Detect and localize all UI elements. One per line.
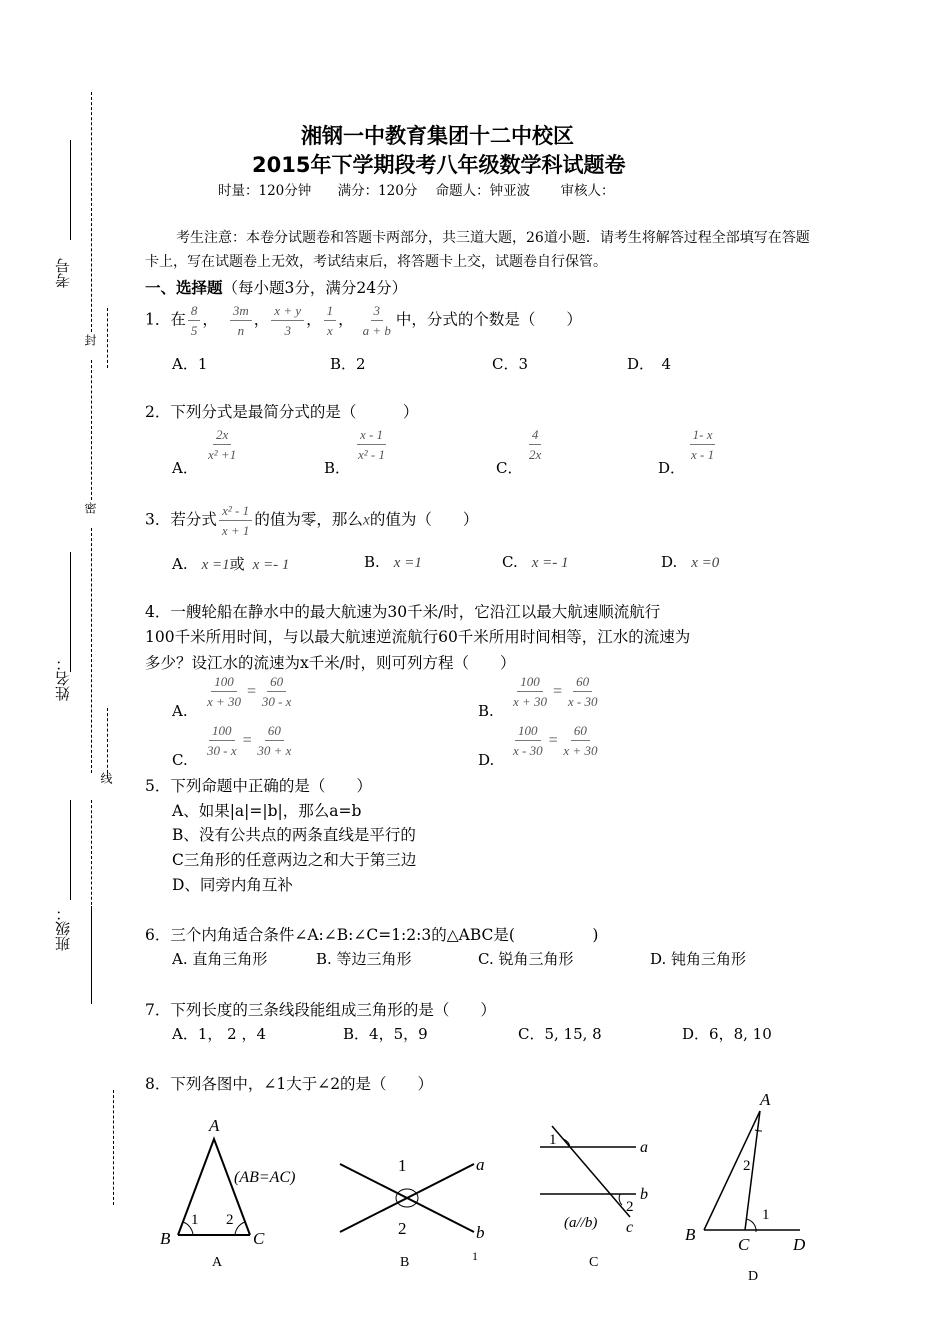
fig-a-angle-1: 1 bbox=[191, 1212, 199, 1228]
q8-figure-d bbox=[685, 1090, 806, 1284]
q2-option-a-frac: $\frac{2x}{\text{x² +1}}$ bbox=[208, 427, 237, 462]
question-8-stem: 8．下列各图中，∠1大于∠2的是（ ） bbox=[145, 1075, 434, 1093]
title-line1: 湘钢一中教育集团十二中校区 bbox=[301, 124, 574, 148]
fig-d-angle-1: 1 bbox=[762, 1207, 770, 1223]
meta-score: 满分：120分 bbox=[337, 183, 418, 199]
fig-b-label-b: b bbox=[476, 1223, 485, 1242]
fig-b-angle-1: 1 bbox=[398, 1156, 407, 1175]
q3-option-d: D. x =0 bbox=[661, 553, 720, 571]
q4-option-d-eq: $\frac{100}{x - 30}$ = $\frac{60}{x + 30}$ bbox=[513, 723, 598, 758]
seal-char-mi: 密 bbox=[83, 502, 97, 514]
fig-b-label-a: a bbox=[476, 1155, 485, 1174]
class-label: 班级： bbox=[54, 906, 72, 951]
q2-option-b-frac: $\frac{x - 1}{\text{x² - 1}}$ bbox=[358, 427, 385, 462]
fig-a-vertex-c: C bbox=[253, 1229, 265, 1248]
question-6-stem: 6．三个内角适合条件∠A:∠B:∠C=1:2:3的△ABC是( ) bbox=[145, 926, 599, 944]
q1-frac-5: $\frac{3}{a + b}$ bbox=[362, 303, 391, 338]
meta-time: 时量：120分钟 bbox=[218, 183, 312, 199]
fig-d-angle-2: 2 bbox=[743, 1158, 751, 1174]
q7-option-c: C．5, 15, 8 bbox=[518, 1025, 602, 1043]
section-1-note: （每小题3分，满分24分） bbox=[222, 279, 408, 297]
fig-b-caption: B bbox=[400, 1255, 410, 1270]
q6-option-b: B. 等边三角形 bbox=[316, 950, 412, 968]
title-line2: 2015年下学期段考八年级数学科试题卷 bbox=[252, 153, 626, 177]
q4-option-c-letter: C. bbox=[172, 751, 188, 769]
fig-c-caption: C bbox=[589, 1255, 599, 1270]
q1-frac-3: $\frac{x + y}{3}$ bbox=[271, 303, 304, 338]
q2-option-d-letter: D． bbox=[658, 459, 686, 477]
question-4-line2: 100千米所用时间，与以最大航速逆流航行60千米所用时间相等，江水的流速为 bbox=[145, 628, 691, 646]
fig-b-angle-2: 2 bbox=[398, 1219, 407, 1238]
seal-char-xian: 线 bbox=[99, 772, 113, 784]
question-4-line3: 多少？设江水的流速为x千米/时，则可列方程（ ） bbox=[145, 654, 516, 672]
q8-figure-b bbox=[340, 1155, 485, 1270]
fig-d-vertex-a: A bbox=[760, 1090, 771, 1109]
fig-c-angle-2: 2 bbox=[626, 1199, 634, 1215]
q1-option-c: C．3 bbox=[492, 355, 529, 373]
q2-option-a-letter: A． bbox=[172, 459, 198, 477]
q4-option-a-eq: $\frac{100}{x + 30}$ = $\frac{60}{30 - x}$ bbox=[207, 674, 292, 709]
q7-option-d: D．6，8, 10 bbox=[682, 1025, 772, 1043]
q4-option-a-letter: A. bbox=[172, 702, 188, 720]
question-1-stem: 1．在 $\frac{8}{5}$ ， $\frac{3m}{n}$ ， $\frac{x + y}{3}$ ， $\frac{1}{x}$ ， $\frac{3}{a + b}$ 中，分式的个数是（ ） bbox=[145, 303, 582, 338]
seal-char-feng: 封 bbox=[83, 334, 97, 346]
q3-option-a: A. x =1或 x =- 1 bbox=[172, 555, 290, 573]
fig-c-label-b: b bbox=[640, 1186, 648, 1203]
q2-option-d-frac: $\frac{1- x}{x - 1}$ bbox=[691, 427, 715, 462]
q1-option-b: B．2 bbox=[330, 355, 366, 373]
meta-reviewer: 审核人： bbox=[560, 183, 615, 199]
fig-d-side-ab bbox=[704, 1111, 760, 1230]
exam-notice: 考生注意：本卷分试题卷和答题卡两部分，共三道大题，26道小题．请考生将解答过程全部填写在答题卡上，写在试题卷上无效，考试结束后，将答题卡上交，试题卷自行保管。 bbox=[145, 230, 810, 270]
name-label: 姓名： bbox=[54, 656, 72, 701]
q4-option-b-eq: $\frac{100}{x + 30}$ = $\frac{60}{x - 30}$ bbox=[513, 674, 598, 709]
section-1-title: 一、选择题 bbox=[145, 278, 223, 297]
exam-no-label: 考号 bbox=[54, 258, 72, 288]
q8-figure-a bbox=[160, 1116, 295, 1270]
q4-option-b-letter: B. bbox=[478, 702, 494, 720]
question-2-stem: 2．下列分式是最简分式的是（ ） bbox=[145, 403, 419, 421]
q5-option-d: D、同旁内角互补 bbox=[172, 876, 293, 894]
q2-option-b-letter: B． bbox=[324, 459, 351, 477]
fig-a-sides bbox=[178, 1139, 250, 1235]
q3-frac: $\frac{\text{x² - 1}}{x + 1}$ bbox=[219, 503, 253, 538]
q7-option-b: B．4，5，9 bbox=[343, 1025, 428, 1043]
q3-option-c: C. x =- 1 bbox=[502, 553, 569, 571]
q8-figure-c bbox=[540, 1126, 648, 1270]
fig-d-vertex-c: C bbox=[738, 1235, 750, 1254]
q1-suffix: 中，分式的个数是（ ） bbox=[395, 310, 582, 329]
fig-c-condition: (a//b) bbox=[564, 1215, 598, 1231]
q2-option-c-letter: C． bbox=[496, 459, 523, 477]
fig-a-angle-2-arc bbox=[235, 1222, 245, 1235]
fig-a-caption: A bbox=[212, 1255, 223, 1270]
question-4-line1: 4．一艘轮船在静水中的最大航速为30千米/时，它沿江以最大航速顺流航行 bbox=[145, 603, 661, 621]
question-7-stem: 7．下列长度的三条线段能组成三角形的是（ ） bbox=[145, 1001, 496, 1019]
fig-a-vertex-a: A bbox=[209, 1116, 220, 1135]
q2-option-c-frac: $\frac{4}{2x}$ bbox=[529, 427, 542, 462]
fig-c-angle-2-arc bbox=[619, 1194, 622, 1205]
fig-d-vertex-b: B bbox=[685, 1225, 696, 1244]
q1-frac-4: $\frac{1}{x}$ bbox=[324, 303, 337, 338]
q6-option-c: C. 锐角三角形 bbox=[478, 950, 574, 968]
fig-a-vertex-b: B bbox=[160, 1229, 171, 1248]
q6-option-d: D. 钝角三角形 bbox=[650, 950, 747, 968]
q3-option-b: B. x =1 bbox=[364, 553, 422, 571]
fig-d-vertex-d: D bbox=[793, 1235, 806, 1254]
q1-option-a: A．1 bbox=[172, 355, 208, 373]
q7-option-a: A．1， 2 ，4 bbox=[172, 1025, 266, 1043]
fig-a-condition: (AB=AC) bbox=[234, 1169, 296, 1186]
q1-option-d: D． 4 bbox=[627, 355, 672, 373]
q1-frac-2: $\frac{3m}{n}$ bbox=[230, 303, 252, 338]
q4-option-c-eq: $\frac{100}{30 - x}$ = $\frac{60}{30 + x}$ bbox=[207, 723, 292, 758]
fig-d-caption: D bbox=[748, 1269, 759, 1284]
q5-option-b: B、没有公共点的两条直线是平行的 bbox=[172, 826, 416, 844]
q1-prefix: 1．在 bbox=[145, 310, 186, 329]
meta-author: 命题人：钟亚波 bbox=[435, 183, 531, 199]
q1-frac-1: $\frac{8}{5}$ bbox=[188, 303, 201, 338]
question-5-stem: 5．下列命题中正确的是（ ） bbox=[145, 777, 372, 795]
q4-option-d-letter: D. bbox=[478, 751, 495, 769]
fig-c-angle-1: 1 bbox=[549, 1132, 557, 1148]
question-3-stem: 3．若分式 $\frac{\text{x² - 1}}{x + 1}$ 的值为零，那么x的值为（ ） bbox=[145, 503, 479, 538]
fig-d-angle-2-arc bbox=[755, 1130, 762, 1131]
fig-c-label-c: c bbox=[626, 1219, 634, 1236]
fig-c-label-a: a bbox=[640, 1139, 648, 1156]
q5-option-c: C三角形的任意两边之和大于第三边 bbox=[172, 851, 417, 869]
q6-option-a: A. 直角三角形 bbox=[172, 950, 268, 968]
page-number: 1 bbox=[472, 1249, 478, 1263]
q5-option-a: A、如果|a|=|b|，那么a=b bbox=[172, 802, 362, 820]
fig-a-angle-2: 2 bbox=[226, 1212, 234, 1228]
